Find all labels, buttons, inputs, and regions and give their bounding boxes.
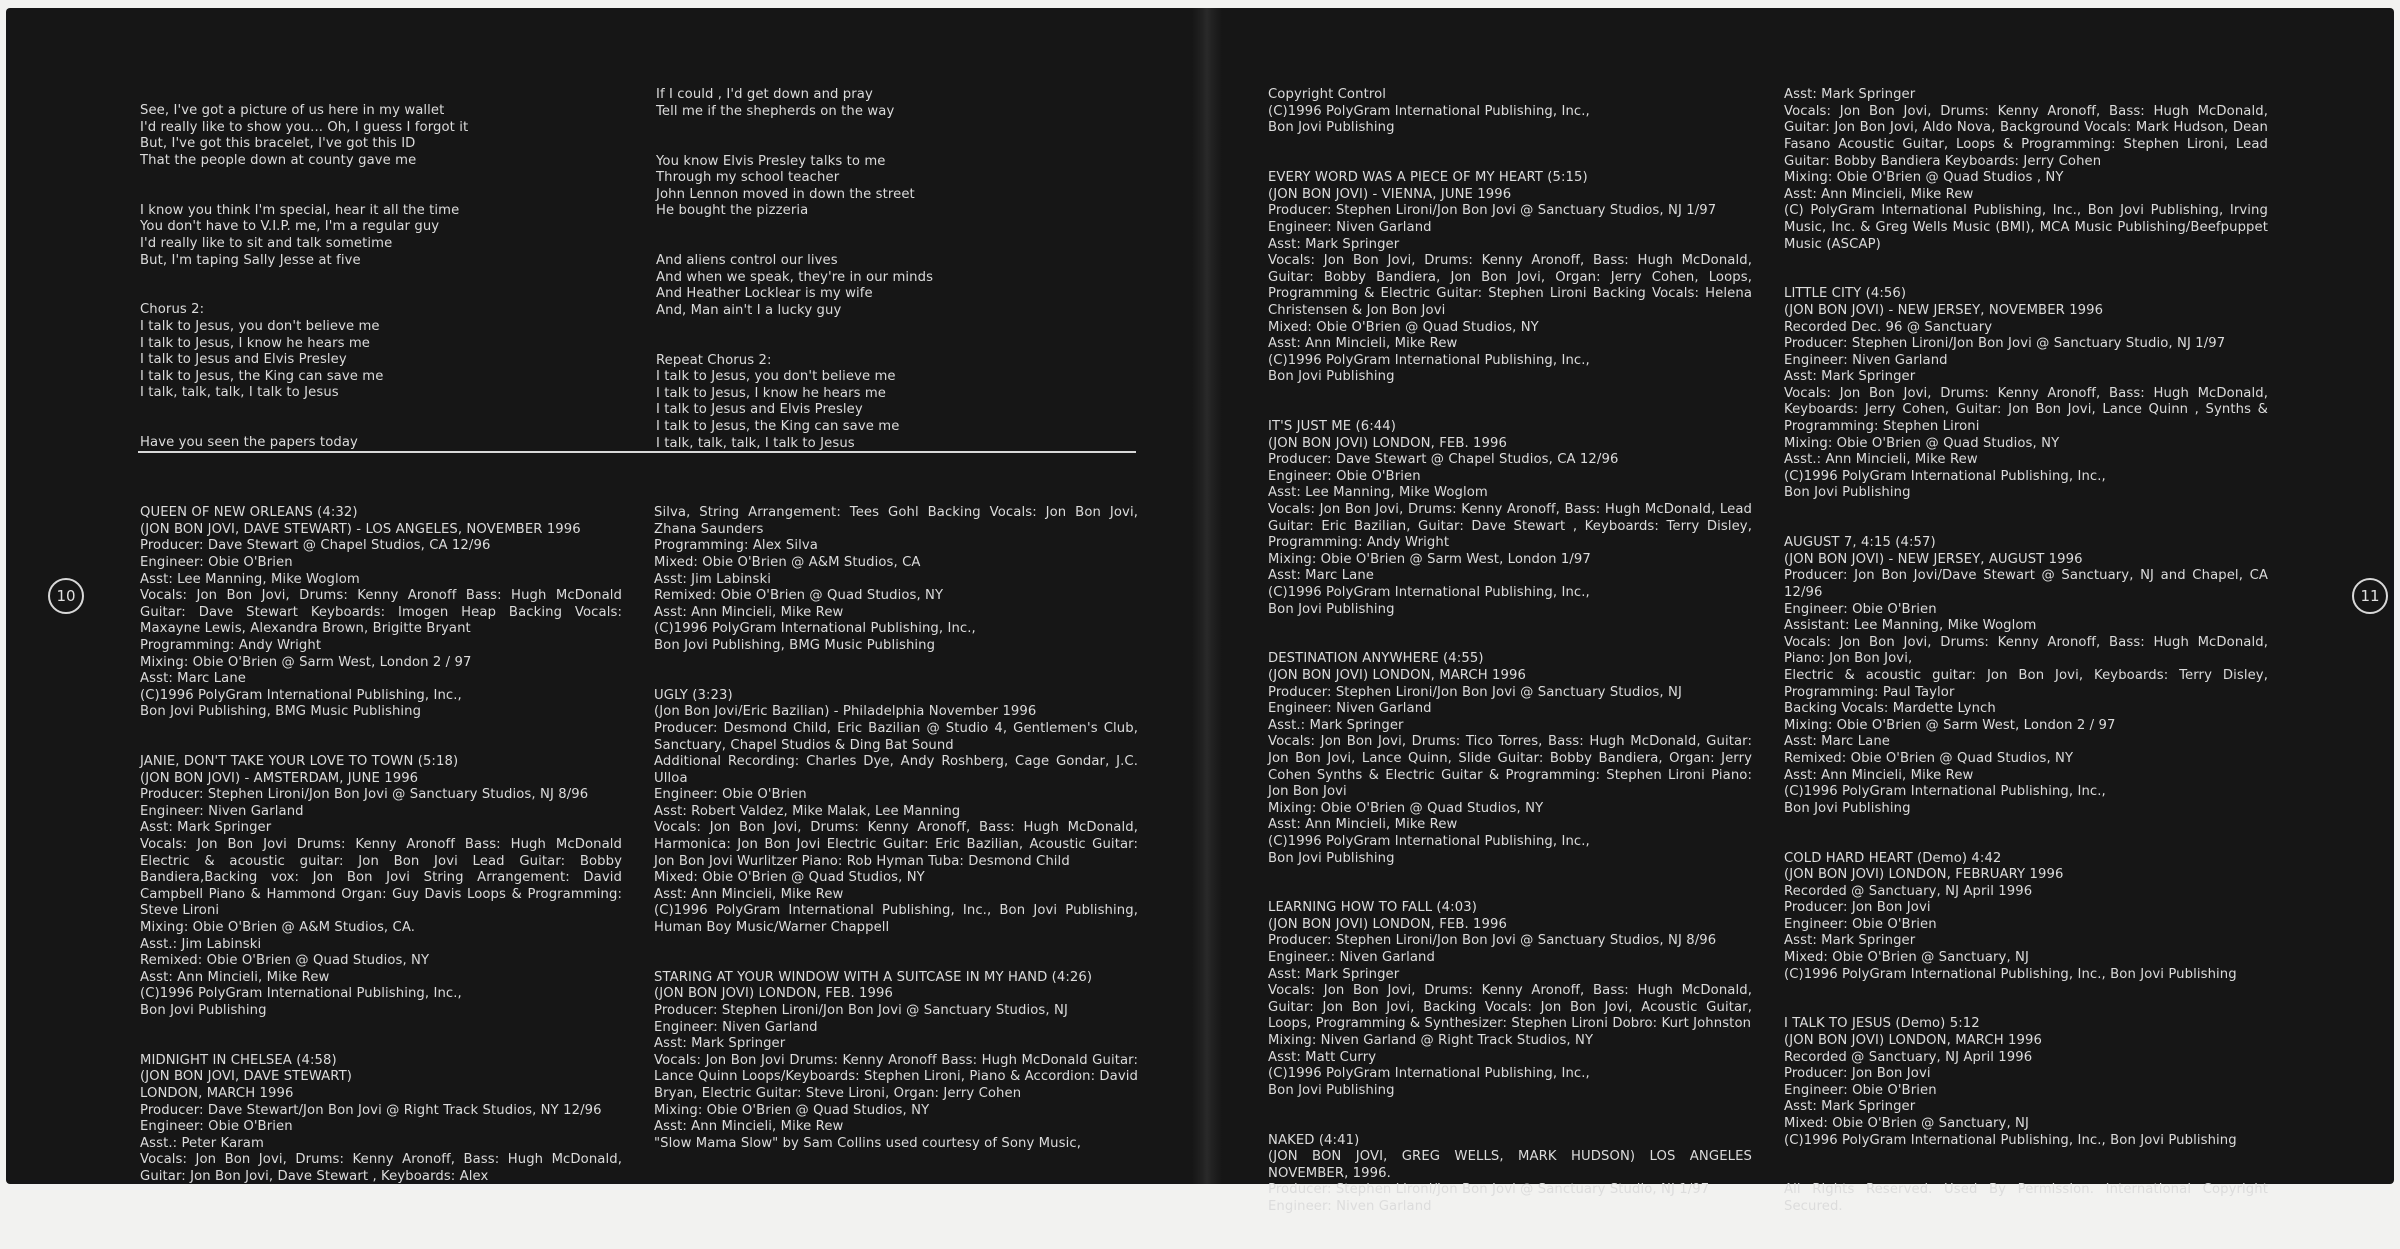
track-credits: DESTINATION ANYWHERE (4:55) (JON BON JOVI) LONDON, MARCH 1996 Producer: Stephen Lironi/Jon Bon Jovi @ Sanctuary Studios, NJ Engineer: Niven Garland Asst.: Mark Springer Vocals: Jon Bon Jovi, Drums: Tico Torres, Bass: Hugh McDonald, Guitar: Jon Bon Jovi, Lance Quinn, Slide Guitar: Bobby Bandiera, Organ: Jerry Cohen Synths & Electric Guitar & Programming: Stephen Lironi Piano: Jon Bon Jovi Mixing: Obie O'Brien @ Quad Studios, NY Asst: Ann Mincieli, Mike Rew (C)1996 PolyGram International Publishing, Inc., Bon Jovi Publishing — [1268, 651, 1752, 866]
lyrics-verse: If I could , I'd get down and pray Tell me if the shepherds on the way — [656, 87, 895, 119]
track-credits: COLD HARD HEART (Demo) 4:42 (JON BON JOVI) LONDON, FEBRUARY 1996 Recorded @ Sanctuary, NJ April 1996 Producer: Jon Bon Jovi Engineer: Obie O'Brien Asst: Mark Springer Mixed: Obie O'Brien @ Sanctuary, NJ (C)1996 PolyGram International Publishing, Inc., Bon Jovi Publishing — [1784, 850, 2237, 982]
track-credits: LITTLE CITY (4:56) (JON BON JOVI) - NEW JERSEY, NOVEMBER 1996 Recorded Dec. 96 @ Sanctuary Producer: Stephen Lironi/Jon Bon Jovi @ Sanctuary Studio, NJ 1/97 Engineer: Niven Garland Asst: Mark Springer Vocals: Jon Bon Jovi, Drums: Kenny Aronoff, Bass: Hugh McDonald, Keyboards: Jerry Cohen, Guitar: Jon Bon Jovi, Lance Quinn , Synths & Programming: Stephen Lironi Mixing: Obie O'Brien @ Quad Studios, NY Asst.: Ann Mincieli, Mike Rew (C)1996 PolyGram International Publishing, Inc., Bon Jovi Publishing — [1784, 286, 2268, 501]
lyrics-column-1 — [140, 70, 560, 485]
track-credits: LEARNING HOW TO FALL (4:03) (JON BON JOVI) LONDON, FEB. 1996 Producer: Stephen Lironi/Jon Bon Jovi @ Sanctuary Studios, NJ 8/96 Engineer.: Niven Garland Asst: Mark Springer Vocals: Jon Bon Jovi, Drums: Kenny Aronoff, Bass: Hugh McDonald, Guitar: Jon Bon Jovi, Backing Vocals: Jon Bon Jovi, Acoustic Guitar, Loops, Programming & Synthesizer: Stephen Lironi Dobro: Kurt Johnston Mixing: Niven Garland @ Right Track Studios, NY Asst: Matt Curry (C)1996 PolyGram International Publishing, Inc., Bon Jovi Publishing — [1268, 900, 1752, 1098]
page-number-left: 10 — [48, 578, 84, 614]
track-credits: I TALK TO JESUS (Demo) 5:12 (JON BON JOVI) LONDON, MARCH 1996 Recorded @ Sanctuary, NJ April 1996 Producer: Jon Bon Jovi Engineer: Obie O'Brien Asst: Mark Springer Mixed: Obie O'Brien @ Sanctuary, NJ (C)1996 PolyGram International Publishing, Inc., Bon Jovi Publishing — [1784, 1016, 2237, 1148]
track-credits: EVERY WORD WAS A PIECE OF MY HEART (5:15) (JON BON JOVI) - VIENNA, JUNE 1996 Producer: Stephen Lironi/Jon Bon Jovi @ Sanctuary Studios, NJ 1/97 Engineer: Niven Garland Asst: Mark Springer Vocals: Jon Bon Jovi, Drums: Kenny Aronoff, Bass: Hugh McDonald, Guitar: Bobby Bandiera, Jon Bon Jovi, Organ: Jerry Cohen, Loops, Programming & Electric Guitar: Stephen Lironi Backing Vocals: Helena Christensen & Jon Bon Jovi Mixed: Obie O'Brien @ Quad Studios, NY Asst: Ann Mincieli, Mike Rew (C)1996 PolyGram International Publishing, Inc., Bon Jovi Publishing — [1268, 170, 1752, 385]
track-credits: NAKED (4:41) (JON BON JOVI, GREG WELLS, MARK HUDSON) LOS ANGELES NOVEMBER, 1996. Producer: Stephen Lironi/Jon Bon Jovi @ Sanctuary Studio, NJ 1/97 Engineer: Niven Garland — [1268, 1132, 1752, 1214]
lyrics-verse: I know you think I'm special, hear it all the time You don't have to V.I.P. me, I'm a regular guy I'd really like to sit and talk sometime But, I'm taping Sally Jesse at five — [140, 202, 460, 268]
lyrics-verse: Have you seen the papers today — [140, 435, 358, 451]
track-credits: STARING AT YOUR WINDOW WITH A SUITCASE IN MY HAND (4:26) (JON BON JOVI) LONDON, FEB. 1996 Producer: Stephen Lironi/Jon Bon Jovi @ Sanctuary Studios, NJ Engineer: Niven Garland Asst: Mark Springer Vocals: Jon Bon Jovi Drums: Kenny Aronoff Bass: Hugh McDonald Guitar: Lance Quinn Loops/Keyboards: Stephen Lironi, Piano & Accordion: David Bryan, Electric Guitar: Steve Lironi, Organ: Jerry Cohen Mixing: Obie O'Brien @ Quad Studios, NY Asst: Ann Mincieli, Mike Rew "Slow Mama Slow" by Sam Collins used courtesy of Sony Music, — [654, 969, 1138, 1151]
track-credits: Asst: Mark Springer Vocals: Jon Bon Jovi, Drums: Kenny Aronoff, Bass: Hugh McDonald, Guitar: Jon Bon Jovi, Aldo Nova, Background Vocals: Mark Hudson, Dean Fasano Acoustic Guitar, Loops & Programming: Stephen Lironi, Lead Guitar: Bobby Bandiera Keyboards: Jerry Cohen Mixing: Obie O'Brien @ Quad Studios , NY Asst: Ann Mincieli, Mike Rew (C) PolyGram International Publishing, Inc., Bon Jovi Publishing, Irving Music, Inc. & Greg Wells Music (BMI), MCA Music Publishing/Beefpuppet Music (ASCAP) — [1784, 87, 2268, 252]
track-credits: Copyright Control (C)1996 PolyGram International Publishing, Inc., Bon Jovi Publishing — [1268, 87, 1590, 136]
center-fold — [1192, 8, 1222, 1184]
track-credits: MIDNIGHT IN CHELSEA (4:58) (JON BON JOVI, DAVE STEWART) LONDON, MARCH 1996 Producer: Dave Stewart/Jon Bon Jovi @ Right Track Studios, NY 12/96 Engineer: Obie O'Brien Asst.: Peter Karam Vocals: Jon Bon Jovi, Drums: Kenny Aronoff, Bass: Hugh McDonald, Guitar: Jon Bon Jovi, Dave Stewart , Keyboards: Alex — [140, 1052, 622, 1184]
track-credits: UGLY (3:23) (Jon Bon Jovi/Eric Bazilian) - Philadelphia November 1996 Producer: Desmond Child, Eric Bazilian @ Studio 4, Gentlemen's Club, Sanctuary, Chapel Studios & Ding Bat Sound Additional Recording: Charles Dye, Andy Roshberg, Cage Gondar, J.C. Ulloa Engineer: Obie O'Brien Asst: Robert Valdez, Mike Malak, Lee Manning Vocals: Jon Bon Jovi, Drums: Kenny Aronoff, Bass: Hugh McDonald, Harmonica: Jon Bon Jovi Electric Guitar: Eric Bazilian, Acoustic Guitar: Jon Bon Jovi Wurlitzer Piano: Rob Hyman Tuba: Desmond Child Mixed: Obie O'Brien @ Quad Studios, NY Asst: Ann Mincieli, Mike Rew (C)1996 PolyGram International Publishing, Inc., Bon Jovi Publishing, Human Boy Music/Warner Chappell — [654, 687, 1138, 936]
track-credits: AUGUST 7, 4:15 (4:57) (JON BON JOVI) - NEW JERSEY, AUGUST 1996 Producer: Jon Bon Jovi/Dave Stewart @ Sanctuary, NJ and Chapel, CA 12/96 Engineer: Obie O'Brien Assistant: Lee Manning, Mike Woglom Vocals: Jon Bon Jovi, Drums: Kenny Aronoff, Bass: Hugh McDonald, Piano: Jon Bon Jovi, Electric & acoustic guitar: Jon Bon Jovi, Keyboards: Terry Disley, Programming: Paul Taylor Backing Vocals: Mardette Lynch Mixing: Obie O'Brien @ Sarm West, London 2 / 97 Asst: Marc Lane Remixed: Obie O'Brien @ Quad Studios, NY Asst: Ann Mincieli, Mike Rew (C)1996 PolyGram International Publishing, Inc., Bon Jovi Publishing — [1784, 535, 2268, 816]
track-credits: JANIE, DON'T TAKE YOUR LOVE TO TOWN (5:18) (JON BON JOVI) - AMSTERDAM, JUNE 1996 Producer: Stephen Lironi/Jon Bon Jovi @ Sanctuary Studios, NJ 8/96 Engineer: Niven Garland Asst: Mark Springer Vocals: Jon Bon Jovi Drums: Kenny Aronoff Bass: Hugh McDonald Electric & acoustic guitar: Jon Bon Jovi Lead Guitar: Bobby Bandiera,Backing vox: Jon Bon Jovi String Arrangement: David Campbell Piano & Hammond Organ: Guy Davis Loops & Programming: Steve Lironi Mixing: Obie O'Brien @ A&M Studios, CA. Asst.: Jim Labinski Remixed: Obie O'Brien @ Quad Studios, NY Asst: Ann Mincieli, Mike Rew (C)1996 PolyGram International Publishing, Inc., Bon Jovi Publishing — [140, 754, 622, 1018]
credits-column-1 — [140, 472, 622, 1219]
lyrics-column-2 — [656, 54, 1096, 485]
lyrics-verse: And aliens control our lives And when we speak, they're in our minds And Heather Locklear is my wife And, Man ain't I a lucky guy — [656, 253, 934, 318]
section-divider — [138, 451, 1136, 453]
credits-column-3 — [1268, 54, 1752, 1249]
copyright-notice: All Rights Reserved. Used By Permission. International Copyright Secured. — [1784, 1182, 2273, 1214]
lyrics-verse: You know Elvis Presley talks to me Through my school teacher John Lennon moved in down the street He bought the pizzeria — [656, 153, 915, 219]
lyrics-chorus: Chorus 2: I talk to Jesus, you don't believe me I talk to Jesus, I know he hears me I talk to Jesus and Elvis Presley I talk to Jesus, the King can save me I talk, talk, talk, I talk to Jesus — [140, 302, 384, 401]
track-credits: Silva, String Arrangement: Tees Gohl Backing Vocals: Jon Bon Jovi, Zhana Saunders Programming: Alex Silva Mixed: Obie O'Brien @ A&M Studios, CA Asst: Jim Labinski Remixed: Obie O'Brien @ Quad Studios, NY Asst: Ann Mincieli, Mike Rew (C)1996 PolyGram International Publishing, Inc., Bon Jovi Publishing, BMG Music Publishing — [654, 505, 1138, 653]
page-number-right: 11 — [2352, 578, 2388, 614]
lyrics-chorus: Repeat Chorus 2: I talk to Jesus, you don't believe me I talk to Jesus, I know he hears me I talk to Jesus and Elvis Presley I talk to Jesus, the King can save me I talk, talk, talk, I talk to Jesus — [656, 352, 900, 451]
lyrics-verse: See, I've got a picture of us here in my wallet I'd really like to show you... Oh, I guess I forgot it But, I've got this bracelet, I've got this ID That the people down at county gave me — [140, 103, 469, 168]
credits-column-2 — [654, 472, 1138, 1186]
track-credits: QUEEN OF NEW ORLEANS (4:32) (JON BON JOVI, DAVE STEWART) - LOS ANGELES, NOVEMBER 1996 Producer: Dave Stewart @ Chapel Studios, CA 12/96 Engineer: Obie O'Brien Asst: Lee Manning, Mike Woglom Vocals: Jon Bon Jovi, Drums: Kenny Aronoff Bass: Hugh McDonald Guitar: Dave Stewart Keyboards: Imogen Heap Backing Vocals: Maxayne Lewis, Alexandra Brown, Brigitte Bryant Programming: Andy Wright Mixing: Obie O'Brien @ Sarm West, London 2 / 97 Asst: Marc Lane (C)1996 PolyGram International Publishing, Inc., Bon Jovi Publishing, BMG Music Publishing — [140, 505, 622, 720]
cd-booklet-spread — [6, 8, 2394, 1214]
credits-column-4 — [1784, 54, 2273, 1249]
track-credits: IT'S JUST ME (6:44) (JON BON JOVI) LONDON, FEB. 1996 Producer: Dave Stewart @ Chapel Studios, CA 12/96 Engineer: Obie O'Brien Asst: Lee Manning, Mike Woglom Vocals: Jon Bon Jovi, Drums: Kenny Aronoff, Bass: Hugh McDonald, Lead Guitar: Eric Bazilian, Guitar: Dave Stewart , Keyboards: Terry Disley, Programming: Andy Wright Mixing: Obie O'Brien @ Sarm West, London 1/97 Asst: Marc Lane (C)1996 PolyGram International Publishing, Inc., Bon Jovi Publishing — [1268, 419, 1752, 617]
